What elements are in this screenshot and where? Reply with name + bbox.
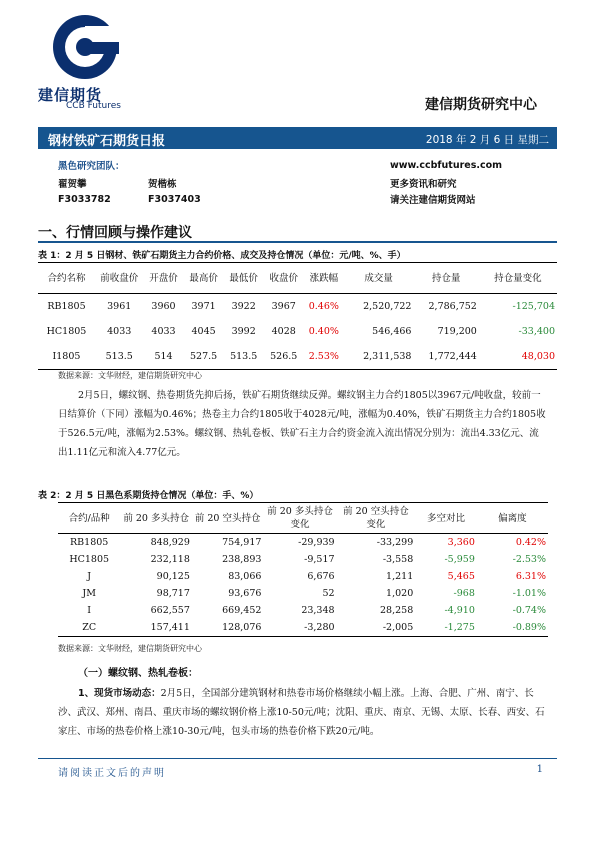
table-cell: 669,452	[222, 605, 262, 616]
table-cell: 157,411	[150, 622, 190, 633]
table-row	[58, 534, 548, 552]
table-row	[58, 619, 548, 637]
table-cell: -1,275	[444, 622, 475, 633]
table1-header: 合约名称	[47, 272, 86, 284]
table2-caption: 表 2：2 月 5 日黑色系期货持仓情况（单位：手、%）	[38, 491, 259, 501]
table-cell: 83,066	[228, 571, 262, 582]
table-cell: 0.46%	[308, 301, 339, 312]
table-cell: 23,348	[301, 605, 335, 616]
table-row	[38, 319, 557, 344]
table-cell: 5,465	[447, 571, 475, 582]
table1-header: 涨跌幅	[309, 272, 339, 284]
table-cell: 662,557	[150, 605, 190, 616]
table2-header: 前 20 空头持仓	[194, 512, 261, 524]
analyst-name-1: 翟贺攀	[58, 179, 87, 190]
table-cell: 4028	[271, 326, 296, 337]
table-cell: 527.5	[189, 351, 218, 362]
subsection-title: （一）螺纹钢、热轧卷板：	[78, 668, 198, 679]
table-cell: -2.53%	[512, 554, 546, 565]
table-cell: 90,125	[156, 571, 190, 582]
table-cell: 2,520,722	[363, 301, 412, 312]
footer-disclaimer: 请阅读正文后的声明	[58, 768, 166, 779]
table-cell: HC1805	[69, 554, 110, 565]
table-cell: I1805	[52, 351, 81, 362]
table-cell: -5,959	[444, 554, 475, 565]
table1-header: 前收盘价	[100, 272, 139, 284]
table-cell: J	[87, 571, 92, 582]
table-cell: 232,118	[150, 554, 190, 565]
table-cell: 52	[322, 588, 335, 599]
table-row	[38, 344, 557, 370]
table-cell: 1,020	[386, 588, 414, 599]
table-cell: -33,299	[376, 537, 414, 548]
table-cell: 719,200	[437, 326, 477, 337]
table-cell: 98,717	[156, 588, 190, 599]
logo-en-text: CCB Futures	[66, 101, 121, 111]
spot-text: 2月5日，全国部分建筑钢材和热卷市场价格继续小幅上涨。上海、合肥、广州、南宁、长沙、武汉、郑州、南昌、重庆市场的螺纹钢价格上涨10-50元/吨；沈阳、重庆、南京、无锡、太原、长春、西安、石家庄、市场的热卷价格上涨10-30元/吨，包头市场的热卷价格下跌20元/吨。	[58, 688, 545, 737]
table1-caption: 表 1：2 月 5 日钢材、铁矿石期货主力合约价格、成交及持仓情况（单位：元/吨、%、手）	[38, 251, 406, 261]
team-label: 黑色研究团队：	[58, 161, 125, 172]
table2-source: 数据来源：文华财经，建信期货研究中心	[58, 644, 202, 653]
table-cell: 3960	[151, 301, 176, 312]
report-date: 2018 年 2 月 6 日 星期二	[425, 134, 549, 146]
analyst-name-2: 贺楷栋	[148, 179, 177, 190]
table-cell: 93,676	[228, 588, 262, 599]
table-cell: 238,893	[222, 554, 262, 565]
table2	[58, 502, 548, 637]
table-cell: 48,030	[521, 351, 555, 362]
table1-header: 收盘价	[269, 272, 298, 284]
table2-header: 前 20 多头持仓	[123, 512, 189, 524]
table-cell: 1,211	[386, 571, 414, 582]
table-cell: 0.42%	[515, 537, 546, 548]
spot-label: 1、现货市场动态：	[78, 688, 161, 699]
table-cell: 513.5	[230, 351, 258, 362]
page-number: 1	[536, 764, 543, 775]
table1-header: 持仓量变化	[494, 272, 542, 284]
market-review-paragraph: 2月5日，螺纹钢、热卷期货先抑后扬，铁矿石期货继续反弹。螺纹钢主力合约1805以3967元/吨收盘，较前一日结算价（下同）涨幅为0.46%；热卷主力合约1805收于4028元/吨，涨幅为0.40%，铁矿石期货主力合约1805收于526.5元/吨，涨幅为2.53%。螺纹钢、热轧卷板、铁矿石主力合约资金流入流出情况分别为：流出4.33亿元、流出1.11亿元和流入4.77亿元。	[58, 390, 546, 458]
table-cell: 128,076	[222, 622, 262, 633]
table-cell: 3961	[107, 301, 132, 312]
table-cell: 1,772,444	[428, 351, 477, 362]
company-logo	[50, 12, 140, 86]
table1	[38, 262, 557, 370]
table-cell: -0.74%	[512, 605, 546, 616]
table-cell: 3922	[231, 301, 256, 312]
table-cell: 6.31%	[515, 571, 546, 582]
table-row	[58, 585, 548, 602]
logo-cn-text: 建信期货	[38, 86, 103, 104]
table-cell: -29,939	[298, 537, 335, 548]
table1-wrap	[38, 262, 557, 370]
table-cell: 3992	[231, 326, 256, 337]
section-rule	[38, 241, 557, 243]
table-cell: 2,786,752	[428, 301, 477, 312]
table2-header-row	[58, 503, 548, 534]
table-cell: 6,676	[307, 571, 335, 582]
analyst-id-1: F3033782	[58, 194, 111, 205]
table2-header: 多空对比	[427, 512, 466, 524]
table1-header: 最低价	[229, 272, 258, 284]
table-cell: 848,929	[150, 537, 190, 548]
table1-header: 成交量	[364, 272, 393, 284]
table-cell: 3971	[191, 301, 216, 312]
table-row	[58, 568, 548, 585]
table-cell: JM	[82, 588, 96, 599]
table-cell: 3,360	[447, 537, 475, 548]
table-cell: -0.89%	[512, 622, 546, 633]
research-center-name: 建信期货研究中心	[425, 97, 537, 113]
table-row	[58, 602, 548, 619]
table2-header: 前 20 空头持仓变化	[343, 506, 409, 530]
table-cell: RB1805	[47, 301, 86, 312]
table1-header: 开盘价	[149, 272, 178, 284]
table-cell: -4,910	[444, 605, 475, 616]
table1-header-row	[38, 263, 557, 294]
table-cell: -125,704	[512, 301, 555, 312]
analyst-id-2: F3037403	[148, 194, 201, 205]
website-link[interactable]: www.ccbfutures.com	[390, 160, 503, 171]
table-cell: RB1805	[70, 537, 109, 548]
table-cell: HC1805	[46, 326, 87, 337]
more-info-text: 更多资讯和研究	[390, 179, 457, 190]
spot-market-paragraph	[58, 684, 548, 741]
footer-rule	[38, 758, 557, 759]
report-banner	[38, 127, 557, 149]
table-cell: 28,258	[380, 605, 414, 616]
table2-header: 前 20 多头持仓变化	[267, 506, 333, 530]
table1-source: 数据来源：文华财经，建信期货研究中心	[58, 371, 202, 380]
table-cell: -33,400	[518, 326, 555, 337]
table-row	[58, 551, 548, 568]
table-cell: -2,005	[382, 622, 414, 633]
logo-mark-icon	[50, 12, 120, 82]
table-cell: 0.40%	[308, 326, 339, 337]
table-cell: -968	[453, 588, 475, 599]
table-cell: 4033	[151, 326, 176, 337]
table-cell: ZC	[82, 622, 97, 633]
table-row	[38, 294, 557, 320]
table-cell: 513.5	[105, 351, 133, 362]
table-cell: 754,917	[222, 537, 262, 548]
table-cell: -1.01%	[512, 588, 546, 599]
table-cell: I	[87, 605, 92, 616]
table-cell: 2,311,538	[363, 351, 412, 362]
table-cell: 3967	[271, 301, 296, 312]
table-cell: 4045	[191, 326, 216, 337]
table1-header: 持仓量	[431, 272, 461, 284]
table-cell: 526.5	[270, 351, 298, 362]
table2-header: 偏离度	[498, 512, 527, 524]
table-cell: -3,558	[382, 554, 414, 565]
table2-header: 合约/品种	[68, 512, 110, 524]
section-title-1: 一、行情回顾与操作建议	[38, 225, 192, 241]
table-cell: -9,517	[304, 554, 335, 565]
table-cell: -3,280	[304, 622, 335, 633]
table-cell: 514	[154, 351, 173, 362]
follow-website-text: 请关注建信期货网站	[390, 195, 476, 206]
report-title: 钢材铁矿石期货日报	[48, 134, 166, 149]
table-cell: 2.53%	[308, 351, 339, 362]
table1-header: 最高价	[189, 272, 218, 284]
table2-wrap	[58, 502, 548, 637]
table-cell: 4033	[107, 326, 132, 337]
table-cell: 546,466	[372, 326, 412, 337]
